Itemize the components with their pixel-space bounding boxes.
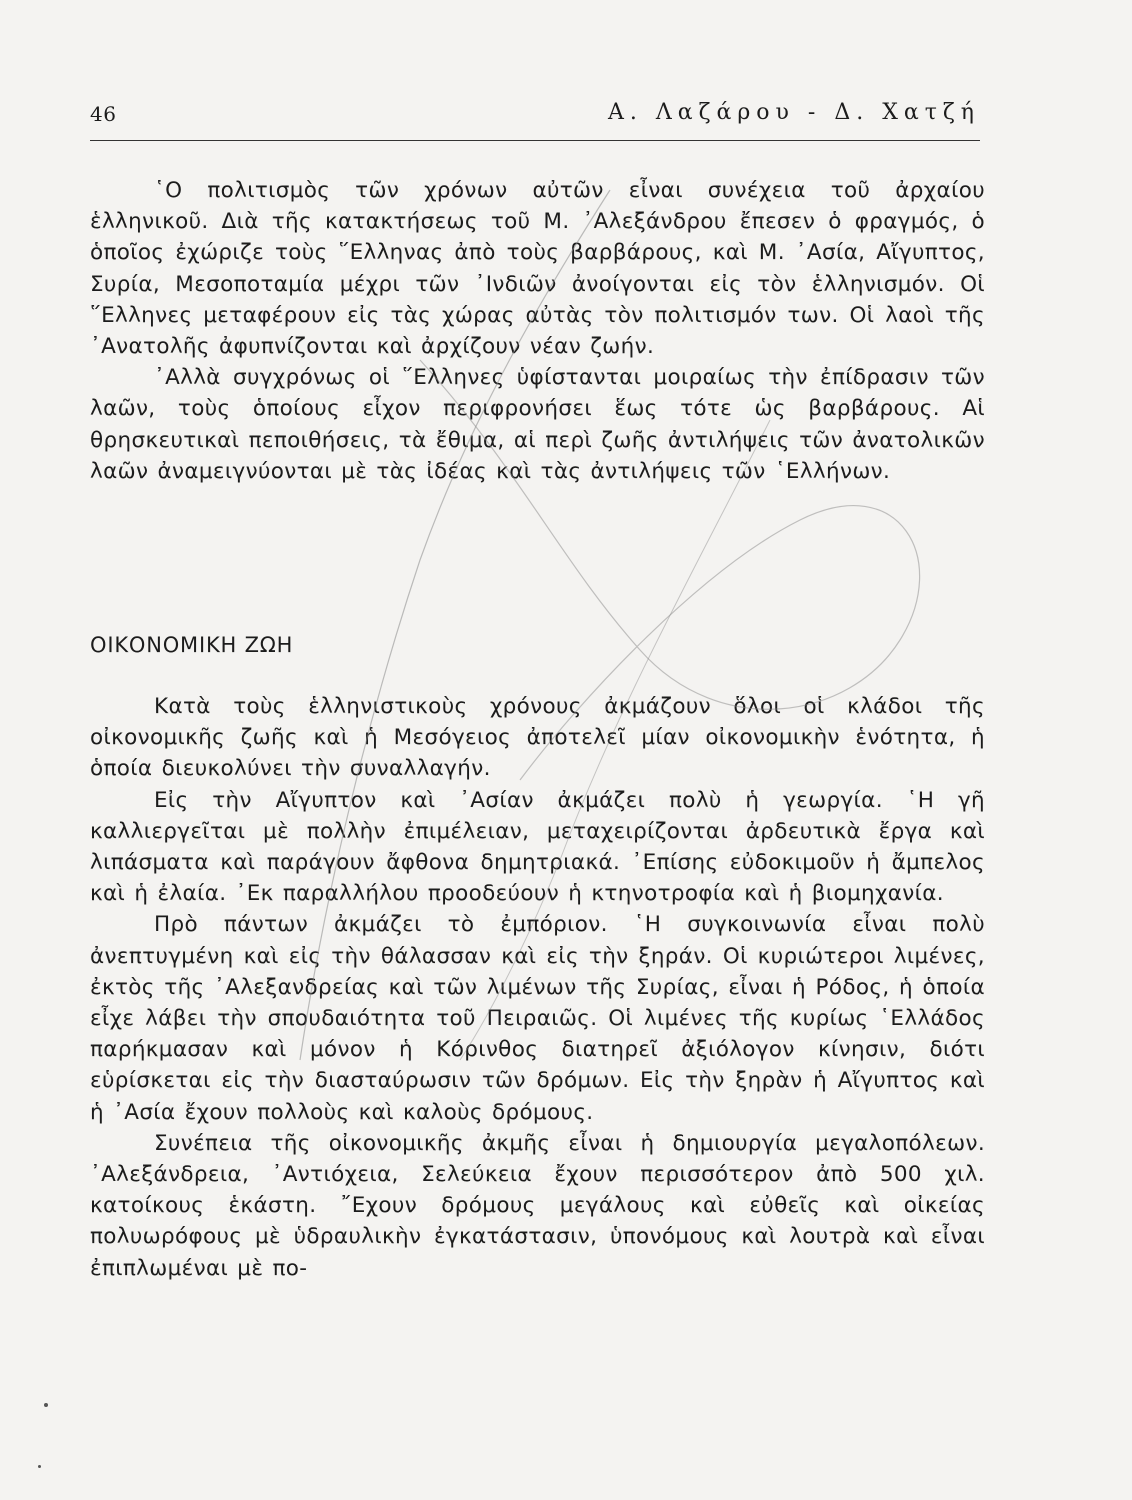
paragraph: ᾿Αλλὰ συγχρόνως οἱ ῞Ελληνες ὑφίστανται μοιραίως τὴν ἐπίδρασιν τῶν λαῶν, τοὺς ὁποίους εἶχον περιφρονήσει ἕως τότε ὡς βαρβάρους. Αἱ θρησκευτικαὶ πεποιθήσεις, τὰ ἔθιμα, αἱ περὶ ζωῆς ἀντιλήψεις τῶν ἀνατολικῶν λαῶν ἀναμειγνύονται μὲ τὰς ἰδέας καὶ τὰς ἀντιλήψεις τῶν ῾Ελλήνων. [90, 365, 985, 484]
paragraph: Εἰς τὴν Αἴγυπτον καὶ ᾿Ασίαν ἀκμάζει πολὺ ἡ γεωργία. ῾Η γῆ καλλιεργεῖται μὲ πολλὴν ἐπιμέλειαν, μεταχειρίζονται ἀρδευτικὰ ἔργα καὶ λιπάσματα καὶ παράγουν ἄφθονα δημητριακά. ᾿Επίσης εὐδοκιμοῦν ἡ ἄμπελος καὶ ἡ ἐλαία. ᾿Εκ παραλλήλου προοδεύουν ἡ κτηνοτροφία καὶ ἡ βιομηχανία. [90, 787, 985, 907]
header-rule [90, 140, 980, 141]
running-head: Α. Λαζάρου - Δ. Χατζή [607, 100, 980, 125]
section-text [90, 691, 985, 1284]
intro-text [90, 175, 985, 487]
page-speck [44, 1403, 48, 1407]
paragraph: Πρὸ πάντων ἀκμάζει τὸ ἐμπόριον. ῾Η συγκοινωνία εἶναι πολὺ ἀνεπτυγμένη καὶ εἰς τὴν θάλασσαν καὶ εἰς τὴν ξηράν. Οἱ κυριώτεροι λιμένες, ἐκτὸς τῆς ᾿Αλεξανδρείας καὶ τῶν λιμένων τῆς Συρίας, εἶναι ἡ Ρόδος, ἡ ὁποία εἶχε λάβει τὴν σπουδαιότητα τοῦ Πειραιῶς. Οἱ λιμένες τῆς κυρίως ῾Ελλάδος παρήκμασαν καὶ μόνον ἡ Κόρινθος διατηρεῖ ἀξιόλογον κίνησιν, διότι εὑρίσκεται εἰς τὴν διασταύρωσιν τῶν δρόμων. Εἰς τὴν ξηρὰν ἡ Αἴγυπτος καὶ ἡ ᾿Ασία ἔχουν πολλοὺς καὶ καλοὺς δρόμους. [90, 912, 985, 1125]
section-heading: ΟΙΚΟΝΟΜΙΚΗ ΖΩΗ [90, 633, 294, 657]
paragraph: Συνέπεια τῆς οἰκονομικῆς ἀκμῆς εἶναι ἡ δημιουργία μεγαλοπόλεων. ᾿Αλεξάνδρεια, ᾿Αντιόχεια, Σελεύκεια ἔχουν περισσότερον ἀπὸ 500 χιλ. κατοίκους ἑκάστη. ῎Εχουν δρόμους μεγάλους καὶ εὐθεῖς καὶ οἰκείας πολυωρόφους μὲ ὑδραυλικὴν ἐγκατάστασιν, ὑπονόμους καὶ λουτρὰ καὶ εἶναι ἐπιπλωμέναι μὲ πο- [90, 1130, 985, 1281]
page-speck [38, 1465, 41, 1468]
paragraph: Κατὰ τοὺς ἑλληνιστικοὺς χρόνους ἀκμάζουν ὅλοι οἱ κλάδοι τῆς οἰκονομικῆς ζωῆς καὶ ἡ Μεσόγειος ἀποτελεῖ μίαν οἰκονομικὴν ἑνότητα, ἡ ὁποία διευκολύνει τὴν συναλλαγήν. [90, 694, 985, 782]
page-header [90, 100, 980, 136]
page-number: 46 [90, 102, 117, 126]
paragraph: ῾Ο πολιτισμὸς τῶν χρόνων αὐτῶν εἶναι συνέχεια τοῦ ἀρχαίου ἑλληνικοῦ. Διὰ τῆς κατακτήσεως τοῦ Μ. ᾿Αλεξάνδρου ἔπεσεν ὁ φραγμός, ὁ ὁποῖος ἐχώριζε τοὺς ῞Ελληνας ἀπὸ τοὺς βαρβάρους, καὶ Μ. ᾿Ασία, Αἴγυπτος, Συρία, Μεσοποταμία μέχρι τῶν ᾿Ινδιῶν ἀνοίγονται εἰς τὸν ἑλληνισμόν. Οἱ ῞Ελληνες μεταφέρουν εἰς τὰς χώρας αὐτὰς τὸν πολιτισμόν των. Οἱ λαοὶ τῆς ᾿Ανατολῆς ἀφυπνίζονται καὶ ἀρχίζουν νέαν ζωήν. [90, 178, 985, 360]
